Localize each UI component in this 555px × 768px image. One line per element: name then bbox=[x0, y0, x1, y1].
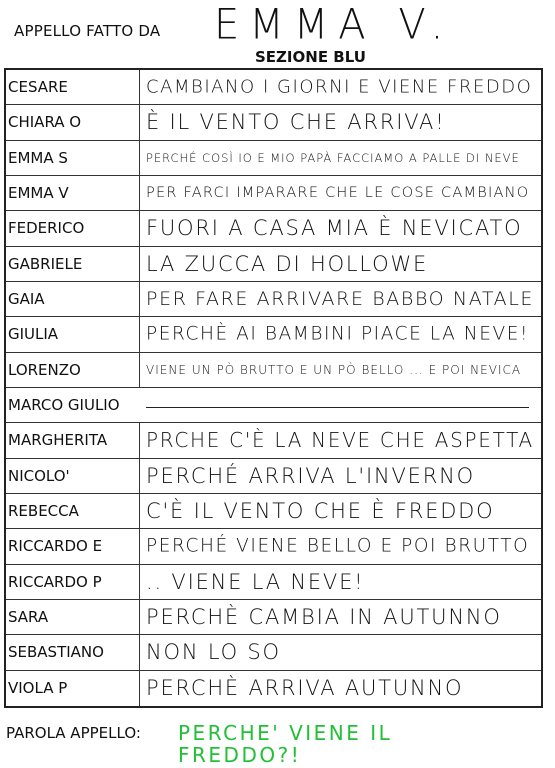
footer-answer: PERCHE' VIENE IL FREDDO?! bbox=[178, 721, 393, 767]
table-row bbox=[6, 494, 541, 529]
student-answer: PER FARE ARRIVARE BABBO NATALE bbox=[146, 288, 535, 311]
student-answer: FUORI A CASA MIA È NEVICATO bbox=[146, 216, 523, 241]
student-name: GAIA bbox=[8, 290, 45, 309]
table-row bbox=[6, 459, 541, 494]
table-row bbox=[6, 635, 541, 670]
table-row bbox=[6, 211, 541, 246]
column-divider bbox=[139, 600, 140, 634]
student-name: CHIARA O bbox=[8, 113, 82, 132]
table-row bbox=[6, 600, 541, 635]
column-divider bbox=[139, 247, 140, 281]
header-label: APPELLO FATTO DA bbox=[14, 22, 161, 40]
student-name: VIOLA P bbox=[8, 679, 68, 698]
column-divider bbox=[139, 317, 140, 351]
student-name: GABRIELE bbox=[8, 254, 83, 273]
student-answer: PERCHÈ ARRIVA AUTUNNO bbox=[146, 676, 464, 701]
student-answer: PERCHÉ VIENE BELLO E POI BRUTTO bbox=[146, 535, 530, 557]
column-divider bbox=[139, 565, 140, 599]
table-row bbox=[6, 353, 541, 388]
student-answer: PER FARCI IMPARARE CHE LE COSE CAMBIANO bbox=[146, 185, 530, 202]
student-name: RICCARDO P bbox=[8, 572, 102, 591]
student-name: EMMA S bbox=[8, 148, 68, 167]
student-answer: PRCHE C'È LA NEVE CHE ASPETTA bbox=[146, 428, 534, 453]
student-answer: CAMBIANO I GIORNI E VIENE FREDDO bbox=[146, 76, 533, 98]
student-name: LORENZO bbox=[8, 360, 81, 379]
student-name: RICCARDO E bbox=[8, 537, 103, 556]
table-row bbox=[6, 105, 541, 140]
column-divider bbox=[139, 494, 140, 528]
student-name: FEDERICO bbox=[8, 219, 85, 238]
table-row bbox=[6, 141, 541, 176]
student-answer: NON LO SO bbox=[146, 640, 281, 665]
table-row bbox=[6, 317, 541, 352]
column-divider bbox=[139, 176, 140, 210]
table-row bbox=[6, 70, 541, 105]
table-row bbox=[6, 565, 541, 600]
student-name: NICOLO' bbox=[8, 466, 70, 485]
student-name: SARA bbox=[8, 608, 49, 627]
section-title: SEZIONE BLU bbox=[255, 48, 366, 66]
student-answer: È IL VENTO CHE ARRIVA! bbox=[146, 110, 446, 135]
student-answer: PERCHÈ CAMBIA IN AUTUNNO bbox=[146, 605, 502, 630]
student-name: MARGHERITA bbox=[8, 431, 108, 450]
table-row bbox=[6, 247, 541, 282]
student-name: CESARE bbox=[8, 78, 68, 97]
student-answer: PERCHÉ ARRIVA L'INVERNO bbox=[146, 463, 475, 488]
table-row bbox=[6, 282, 541, 317]
table-row bbox=[6, 176, 541, 211]
attendance-table bbox=[4, 68, 543, 708]
table-row bbox=[6, 529, 541, 564]
column-divider bbox=[139, 353, 140, 387]
student-answer: C'È IL VENTO CHE È FREDDO bbox=[146, 499, 495, 524]
student-answer: VIENE UN PÒ BRUTTO E UN PÒ BELLO ... E POI NEVICA bbox=[146, 362, 522, 377]
column-divider bbox=[139, 423, 140, 457]
column-divider bbox=[139, 70, 140, 104]
student-answer: .. VIENE LA NEVE! bbox=[146, 569, 365, 594]
table-row bbox=[6, 388, 541, 423]
blank-line bbox=[146, 407, 529, 408]
column-divider bbox=[139, 211, 140, 245]
column-divider bbox=[139, 529, 140, 563]
column-divider bbox=[139, 105, 140, 139]
column-divider bbox=[139, 671, 140, 706]
table-row bbox=[6, 671, 541, 706]
student-name: SEBASTIANO bbox=[8, 643, 104, 662]
header-name: EMMA V. bbox=[214, 0, 454, 50]
column-divider bbox=[139, 282, 140, 316]
footer-label: PAROLA APPELLO: bbox=[6, 724, 141, 742]
student-name: MARCO GIULIO bbox=[8, 396, 120, 415]
column-divider bbox=[139, 141, 140, 175]
student-answer: PERCHÈ AI BAMBINI PIACE LA NEVE! bbox=[146, 323, 529, 345]
student-name: EMMA V bbox=[8, 184, 69, 203]
student-name: REBECCA bbox=[8, 502, 79, 521]
table-row bbox=[6, 423, 541, 458]
column-divider bbox=[139, 635, 140, 669]
column-divider bbox=[139, 459, 140, 493]
student-answer: LA ZUCCA DI HOLLOWE bbox=[146, 251, 429, 276]
student-name: GIULIA bbox=[8, 325, 59, 344]
student-answer: PERCHÉ COSÌ IO E MIO PAPÀ FACCIAMO A PALLE DI NEVE bbox=[146, 150, 520, 165]
